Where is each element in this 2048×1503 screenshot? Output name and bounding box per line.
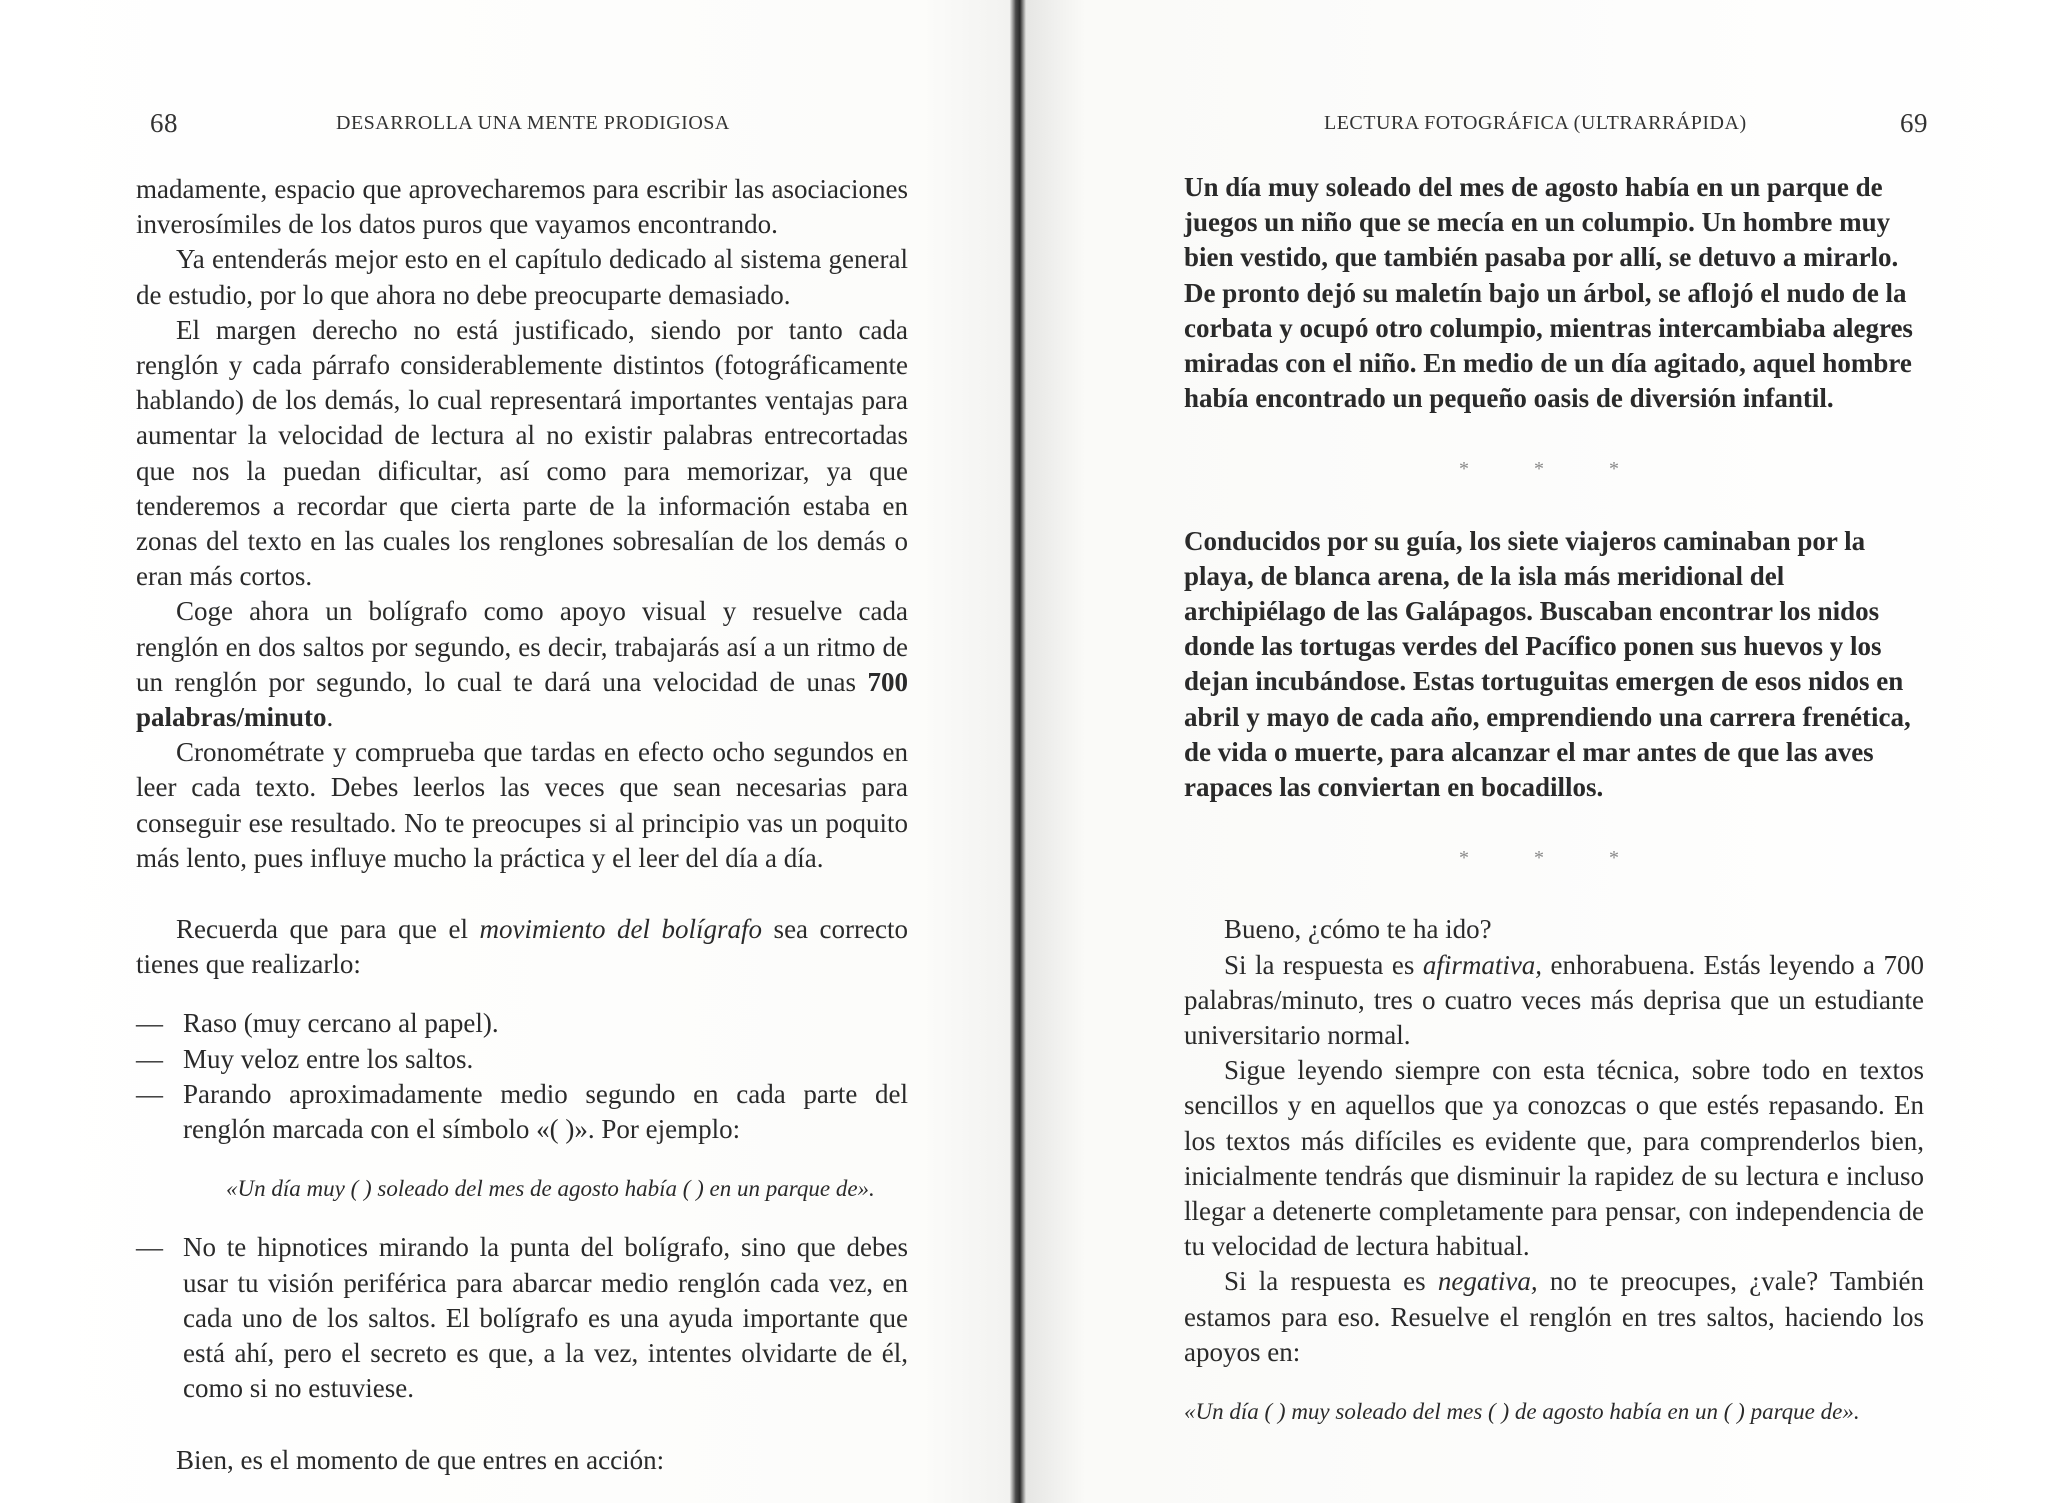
list-item: [136, 1006, 908, 1041]
paragraph-text: Recuerda que para que el: [176, 914, 480, 945]
paragraph-text: Si la respuesta es: [1224, 1266, 1438, 1297]
paragraph-text: sea correcto tienes que realizarlo:: [136, 914, 908, 980]
list-dash: —: [136, 1232, 163, 1263]
list-dash: —: [136, 1043, 163, 1074]
spacer: [136, 982, 908, 1006]
spacer: [1184, 416, 1924, 452]
right-page-number: 69: [1900, 108, 1928, 138]
section-separator: * * *: [1459, 458, 1649, 481]
paragraph: Ya entenderás mejor esto en el capítulo dedicado al sistema general de estudio, por lo que ahora no debe preocuparte demasiado.: [136, 244, 908, 310]
left-page-number: 68: [150, 108, 178, 138]
spacer: [1184, 1370, 1924, 1394]
left-running-title: DESARROLLA UNA MENTE PRODIGIOSA: [336, 112, 730, 134]
paragraph: [136, 594, 908, 735]
speed-highlight: 700 palabras/minuto: [136, 666, 908, 733]
right-page: [1014, 0, 2048, 1503]
spacer: [136, 1206, 908, 1230]
paragraph: madamente, espacio que aprovecharemos para escribir las asociaciones inverosímiles de los datos puros que vayamos encontrando.: [136, 174, 908, 240]
spacer: [1184, 805, 1924, 841]
list-item-text: Muy veloz entre los saltos.: [183, 1043, 474, 1074]
right-body-text: [1184, 170, 1924, 1429]
paragraph-text: Coge ahora un bolígrafo como apoyo visual y resuelve cada renglón en dos saltos por segundo, es decir, trabajarás así a un ritmo de un renglón por segundo, lo cual te dará una velocidad de unas: [136, 596, 908, 697]
list-item-text: Parando aproximadamente medio segundo en cada parte del renglón marcada con el símbolo «( )». Por ejemplo:: [183, 1078, 908, 1145]
example-sentence: «Un día ( ) muy soleado del mes ( ) de agosto había en un ( ) parque de».: [1184, 1399, 1860, 1425]
spacer: [136, 1147, 908, 1171]
paragraph: Cronométrate y comprueba que tardas en efecto ocho segundos en leer cada texto. Debes leerlos las veces que sean necesarias para conseguir ese resultado. No te preocupes si al principio vas un poquito más lento, pues influye mucho la práctica y el leer del día a día.: [136, 737, 908, 873]
list-item-text: Raso (muy cercano al papel).: [183, 1008, 499, 1039]
list-dash: —: [136, 1078, 163, 1109]
paragraph: Sigue leyendo siempre con esta técnica, sobre todo en textos sencillos y en aquellos que ya conozcas o que estés repasando. En los textos más difíciles es evidente que, para comprenderlos bien, inicialmente tendrás que disminuir la rapidez de su lectura e incluso llegar a detenerte completamente para pensar, con independencia de tu velocidad de lectura habitual.: [1184, 1055, 1924, 1262]
list-item-text: No te hipnotices mirando la punta del bolígrafo, sino que debes usar tu visión periférica para abarcar medio renglón cada vez, en cada uno de los saltos. El bolígrafo es una ayuda importante que está ahí, pero el secreto es que, a la vez, intentes olvidarte de él, como si no estuviese.: [183, 1232, 908, 1404]
spacer: [136, 1407, 908, 1443]
italic-term: afirmativa,: [1422, 949, 1543, 980]
example-sentence: «Un día muy ( ) soleado del mes de agosto había ( ) en un parque de».: [226, 1176, 875, 1202]
paragraph: Bueno, ¿cómo te ha ido?: [1224, 914, 1492, 945]
practice-text-1: Un día muy soleado del mes de agosto había en un parque de juegos un niño que se mecía en un columpio. Un hombre muy bien vestido, que también pasaba por allí, se detuvo a mirarlo. De pronto dejó su maletín bajo un árbol, se aflojó el nudo de la corbata y ocupó otro columpio, mientras intercambiaba alegres miradas con el niño. En medio de un día agitado, aquel hombre había encontrado un pequeño oasis de diversión infantil.: [1184, 172, 1913, 414]
paragraph-text: no te preocupes, ¿vale? También estamos para eso. Resuelve el renglón en tres saltos, haciendo los apoyos en:: [1184, 1266, 1925, 1367]
section-separator: * * *: [1459, 847, 1649, 870]
paragraph: [1184, 1264, 1924, 1370]
left-body-text: [136, 172, 908, 1478]
paragraph: El margen derecho no está justificado, siendo por tanto cada renglón y cada párrafo considerablemente distintos (fotográficamente hablando) de los demás, lo cual representará importantes ventajas para aumentar la velocidad de lectura al no existir palabras entrecortadas que nos la puedan dificultar, así como para memorizar, ya que tenderemos a recordar que cierta parte de la información estaba en zonas del texto en las cuales los renglones sobresalían de los demás o eran más cortos.: [136, 314, 908, 592]
paragraph-text: .: [326, 702, 334, 733]
right-running-title: LECTURA FOTOGRÁFICA (ULTRARRÁPIDA): [1324, 112, 1747, 134]
list-item: [136, 1077, 908, 1147]
paragraph: [1184, 948, 1924, 1054]
italic-term: movimiento del bolígrafo: [479, 914, 763, 945]
list-item: [136, 1042, 908, 1077]
list-item: [136, 1230, 908, 1406]
practice-text-2: Conducidos por su guía, los siete viajeros caminaban por la playa, de blanca arena, de la isla más meridional del archipiélago de las Galápagos. Buscaban encontrar los nidos donde las tortugas verdes del Pacífico ponen sus huevos y los dejan incubándose. Estas tortuguitas emergen de esos nidos en abril y mayo de cada año, emprendiendo una carrera frenética, de vida o muerte, para alcanzar el mar antes de que las aves rapaces las conviertan en bocadillos.: [1184, 525, 1911, 803]
paragraph-text: enhorabuena. Estás leyendo a 700 palabras/minuto, tres o cuatro veces más deprisa que un estudiante universitario normal.: [1184, 949, 1925, 1051]
spacer: [1184, 488, 1924, 524]
paragraph: Bien, es el momento de que entres en acción:: [176, 1444, 665, 1475]
paragraph-text: Si la respuesta es: [1224, 949, 1423, 980]
left-page: [0, 0, 1014, 1503]
spacer: [1184, 876, 1924, 912]
list-dash: —: [136, 1008, 163, 1039]
paragraph: [136, 912, 908, 982]
italic-term: negativa,: [1437, 1266, 1538, 1297]
spacer: [136, 876, 908, 912]
